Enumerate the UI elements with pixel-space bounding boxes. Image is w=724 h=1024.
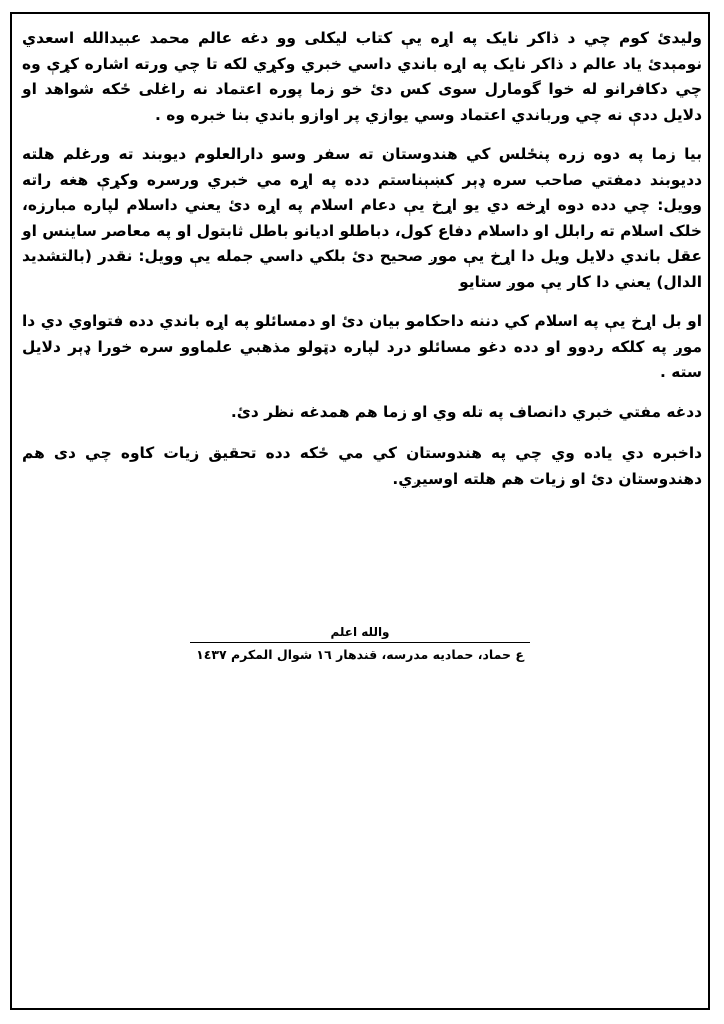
paragraph-5: داخبره دي ياده وي چي په هندوستان کي مي ځکه دده تحقيق زيات کاوه چي دی هم دهندوستان دئ او زيات هم هلته اوسيږي. <box>22 444 702 488</box>
closing-formula: والله اعلم <box>330 625 390 639</box>
paragraph-3: او بل اړخ يې په اسلام کي دننه داحکامو بيان دئ او دمسائلو په اړه باندي دده فتواوي دي دا موږ په کلکه ردوو او دده دغو مسائلو درد لپاره دټولو مذهبي علماوو سره خورا ډېر دلايل سته . <box>22 312 702 381</box>
paragraph-4: ددغه مفتي خبري دانصاف په تله وي او زما هم همدغه نظر دئ. <box>230 402 702 421</box>
paragraph-1: وليدئ كوم چي د ذاكر نايک په اړه يې کتاب ليکلی وو دغه عالم محمد عبيدالله اسعدي نومېدئ ياد عالم د ذاكر نايک په اړه باندي داسي خبري وکړي لکه تا چي ورته اشاره کړې وه چي دکافرانو له خوا گومارل سوی کس دئ خو زما پوره اعتماد نه راغلی ځکه شواهد او دلايل ددې نه چي ورباندي اعتماد وسي يوازي پر اوازو باندي بنا خبره وه . <box>22 29 702 124</box>
signature-line: ع حماد، حماديه مدرسه، قندهار ١٦ شوال المكرم ١٤٣٧ <box>190 642 530 665</box>
signature-block <box>180 622 540 665</box>
paragraph-2: بيا زما په دوه زره پنځلس کي هندوستان ته سفر وسو دارالعلوم ديوبند ته ورغلم هلته ددیوبند دمفتي صاحب سره ډېر کښېناستم دده په اړه مي خبري ورسره وکړې هغه راته وويل: چي دده دوه اړخه دي يو اړخ يې دعام اسلام په اړه دئ يعني داسلام لپاره مبارزه، خلک اسلام ته رابلل او داسلام دفاع کول، دباطلو اديانو باطل ثابتول او په معاصر ساينس او عقل باندي دلايل ويل دا اړخ يې موږ صحيح دئ بلکي داسي جمله يې وويل: نقدر (بالتشديد الدال) يعني دا کار يې موږ ستايو <box>22 145 702 291</box>
document-body <box>22 26 702 506</box>
